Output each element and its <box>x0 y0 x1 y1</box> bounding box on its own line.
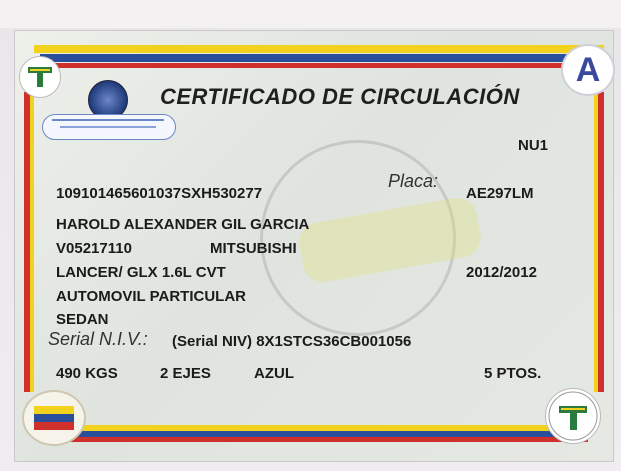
agency-logo-icon <box>19 56 61 98</box>
flag-stripe-bottom-red <box>48 437 588 442</box>
owner-name: HAROLD ALEXANDER GIL GARCIA <box>56 216 310 233</box>
scan-top-strip <box>0 0 621 28</box>
plate-number: AE297LM <box>466 185 534 202</box>
flag-stripe-left-yellow <box>30 92 34 392</box>
vehicle-model: LANCER/ GLX 1.6L CVT <box>56 264 226 281</box>
vehicle-make: MITSUBISHI <box>210 240 297 257</box>
vehicle-use: AUTOMOVIL PARTICULAR <box>56 288 246 305</box>
state-seal-icon <box>22 390 86 446</box>
serial-number: 109101465601037SXH530277 <box>56 185 263 202</box>
flag-stripe-top-yellow <box>34 45 604 53</box>
flag-stripe-right-red <box>598 92 604 392</box>
niv-serial: (Serial NIV) 8X1STCS36CB001056 <box>172 333 412 350</box>
vehicle-axles: 2 EJES <box>160 365 211 382</box>
agency-seal-icon <box>545 388 601 444</box>
vehicle-body-type: SEDAN <box>56 311 109 328</box>
category-badge: A <box>561 44 615 96</box>
plate-label: Placa: <box>388 171 439 191</box>
vehicle-seats: 5 PTOS. <box>484 365 542 382</box>
document-code: NU1 <box>518 137 549 154</box>
owner-id: V05217110 <box>56 240 132 257</box>
vehicle-weight: 490 KGS <box>56 365 118 382</box>
flag-stripe-right-yellow <box>594 92 598 392</box>
vehicle-year: 2012/2012 <box>466 264 537 281</box>
niv-label: Serial N.I.V.: <box>48 329 148 349</box>
vehicle-color: AZUL <box>254 365 294 382</box>
document-title: CERTIFICADO DE CIRCULACIÓN <box>160 84 520 109</box>
flag-stripe-top-red <box>46 63 594 68</box>
flag-stripe-top-blue <box>40 54 600 62</box>
